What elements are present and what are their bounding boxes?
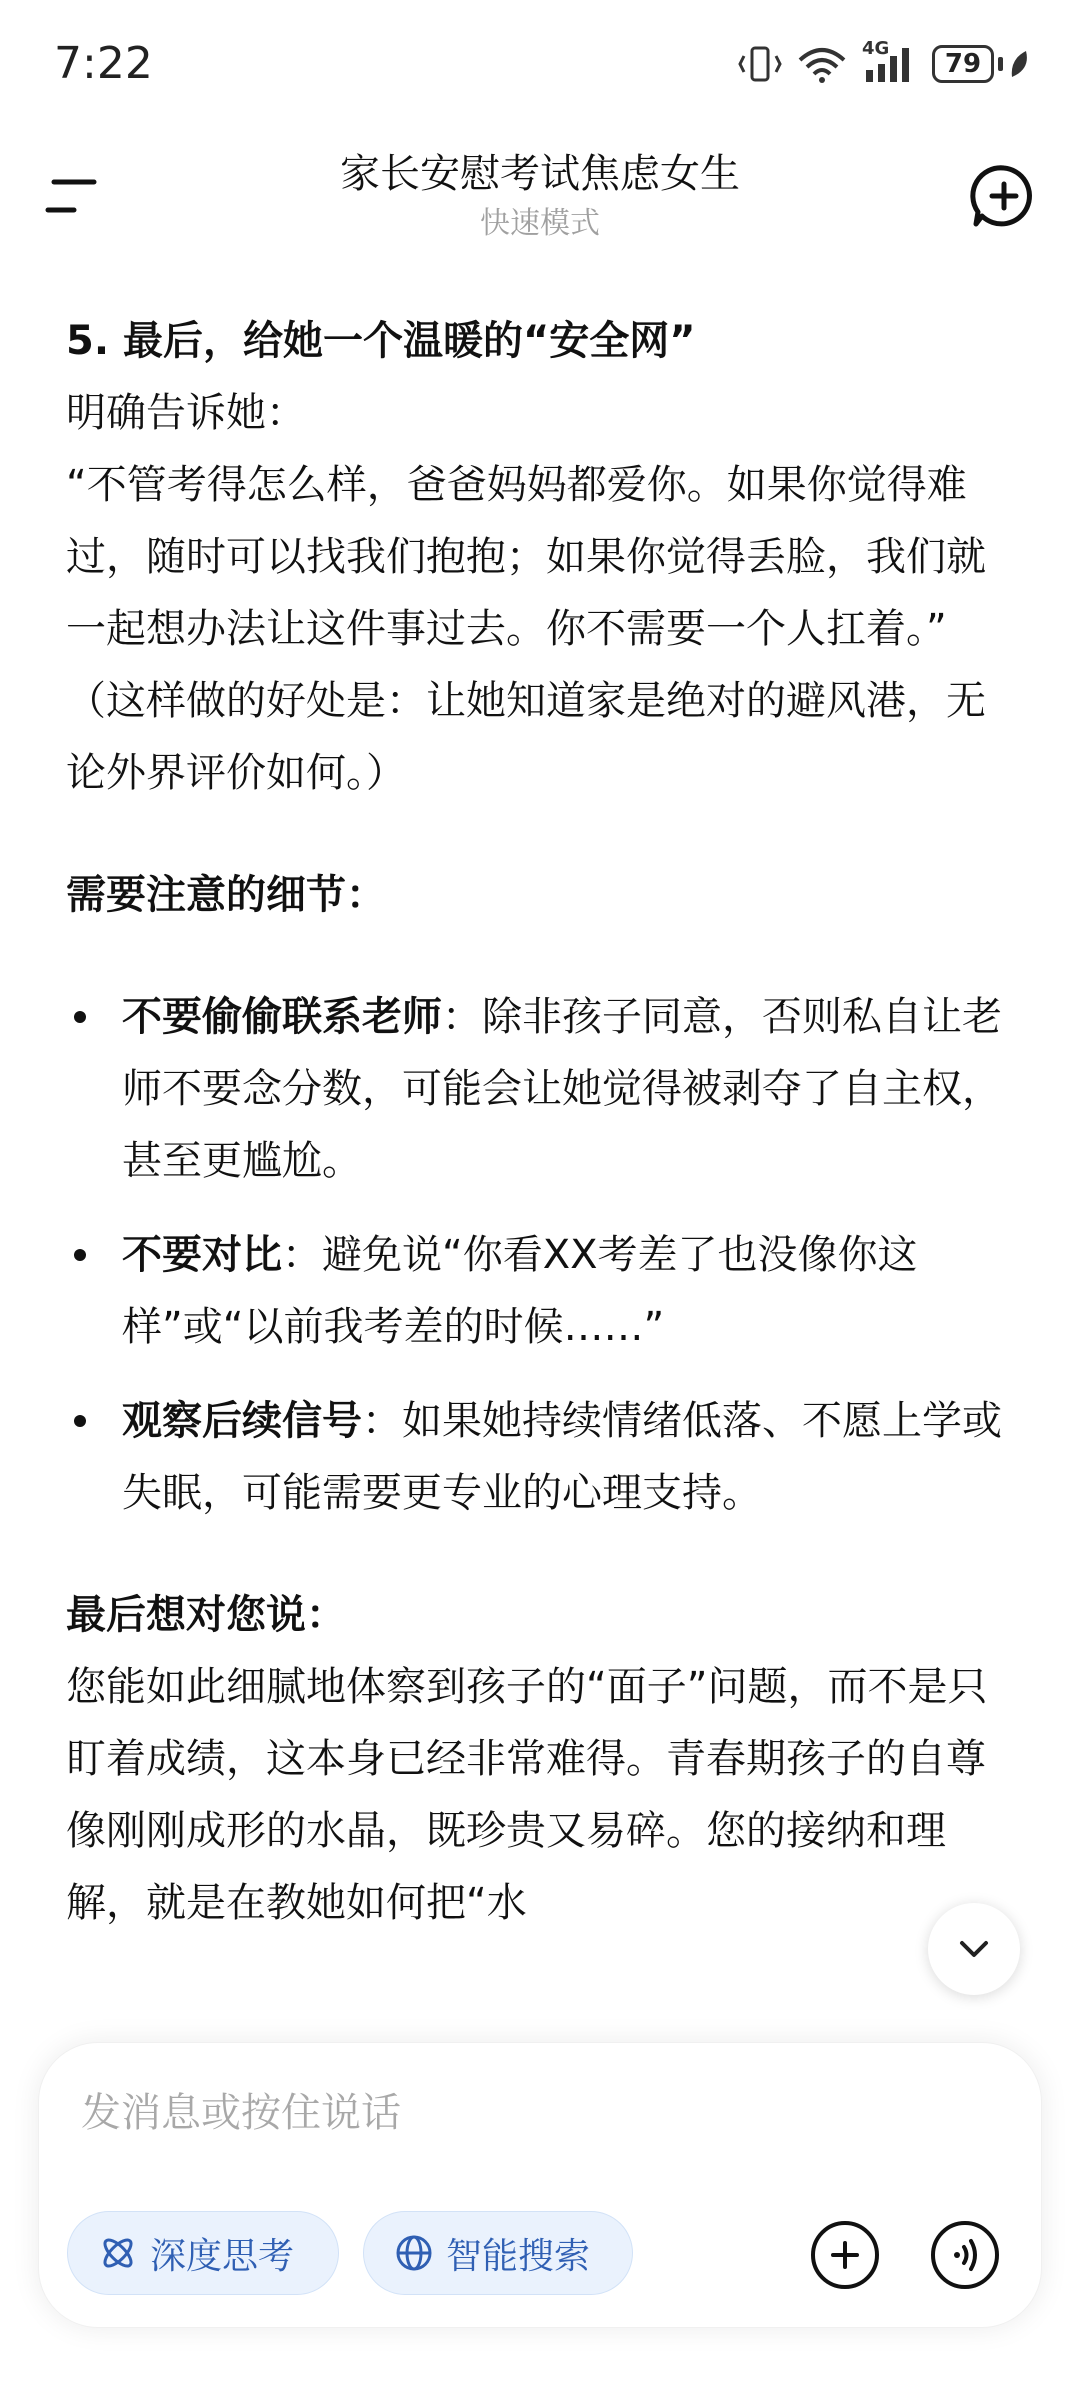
status-time: 7:22 xyxy=(54,38,153,89)
battery-tip-icon xyxy=(998,57,1004,71)
list-item-label: 不要偷偷联系老师 xyxy=(122,994,442,1040)
list-item-label: 不要对比 xyxy=(122,1232,282,1278)
bullet-dot xyxy=(74,1415,86,1427)
chevron-down-icon xyxy=(954,1937,994,1961)
wifi-icon xyxy=(796,44,848,84)
list-item-text: ：如果她持续情绪低落、不愿上学或失眠，可能需要更专业的心理支持。 xyxy=(122,1398,1002,1516)
section-heading: 需要注意的细节： xyxy=(66,872,386,918)
message-input[interactable]: 发消息或按住说话 xyxy=(81,2090,401,2136)
network-type: 4G xyxy=(862,38,890,59)
voice-icon xyxy=(945,2235,985,2275)
leaf-icon xyxy=(1008,49,1030,79)
list-item-label: 观察后续信号 xyxy=(122,1398,362,1444)
message-composer xyxy=(38,2042,1042,2328)
paragraph: 您能如此细腻地体察到孩子的“面子”问题，而不是只盯着成绩，这本身已经非常难得。青春期孩子的自尊像刚刚成形的水晶，既珍贵又易碎。您的接纳和理解，就是在教她如何把“水 xyxy=(66,1664,988,1926)
mode-label[interactable]: 快速模式 xyxy=(480,206,600,241)
atom-icon xyxy=(98,2233,138,2273)
list-item xyxy=(66,981,1016,1197)
voice-call-button[interactable] xyxy=(931,2221,999,2289)
new-chat-button[interactable] xyxy=(968,160,1040,232)
details-list xyxy=(66,981,1016,1529)
new-chat-icon xyxy=(968,160,1040,232)
section-heading: 5. 最后，给她一个温暖的“安全网” xyxy=(66,318,696,364)
quote-paragraph: “不管考得怎么样，爸爸妈妈都爱你。如果你觉得难过，随时可以找我们抱抱；如果你觉得丢脸，我们就一起想办法让这件事过去。你不需要一个人扛着。” xyxy=(66,462,986,652)
battery-level: 79 xyxy=(932,45,994,83)
section-heading: 最后想对您说： xyxy=(66,1592,346,1638)
bullet-dot xyxy=(74,1011,86,1023)
scroll-to-bottom-button[interactable] xyxy=(928,1903,1020,1995)
plus-icon xyxy=(827,2237,863,2273)
battery-indicator xyxy=(932,45,1030,83)
list-item xyxy=(66,1385,1016,1529)
chat-title[interactable]: 家长安慰考试焦虑女生 xyxy=(340,151,740,197)
chat-header xyxy=(0,130,1080,260)
smart-search-button[interactable] xyxy=(363,2211,633,2295)
status-icons xyxy=(738,38,1030,84)
deep-think-label: 深度思考 xyxy=(150,2235,295,2277)
vibrate-icon xyxy=(738,44,782,84)
list-item-text: ：避免说“你看XX考差了也没像你这样”或“以前我考差的时候……” xyxy=(122,1232,918,1350)
paragraph: 明确告诉她： xyxy=(66,390,306,436)
cellular-signal xyxy=(862,38,918,84)
assistant-message xyxy=(66,305,1016,1939)
deep-think-button[interactable] xyxy=(67,2211,339,2295)
add-attachment-button[interactable] xyxy=(811,2221,879,2289)
list-item xyxy=(66,1219,1016,1363)
list-item-text: ：除非孩子同意，否则私自让老师不要念分数，可能会让她觉得被剥夺了自主权，甚至更尴尬。 xyxy=(122,994,1002,1184)
status-bar xyxy=(0,0,1080,130)
bullet-dot xyxy=(74,1249,86,1261)
globe-icon xyxy=(394,2233,434,2273)
note-paragraph: （这样做的好处是：让她知道家是绝对的避风港，无论外界评价如何。） xyxy=(66,678,986,796)
smart-search-label: 智能搜索 xyxy=(446,2235,591,2277)
